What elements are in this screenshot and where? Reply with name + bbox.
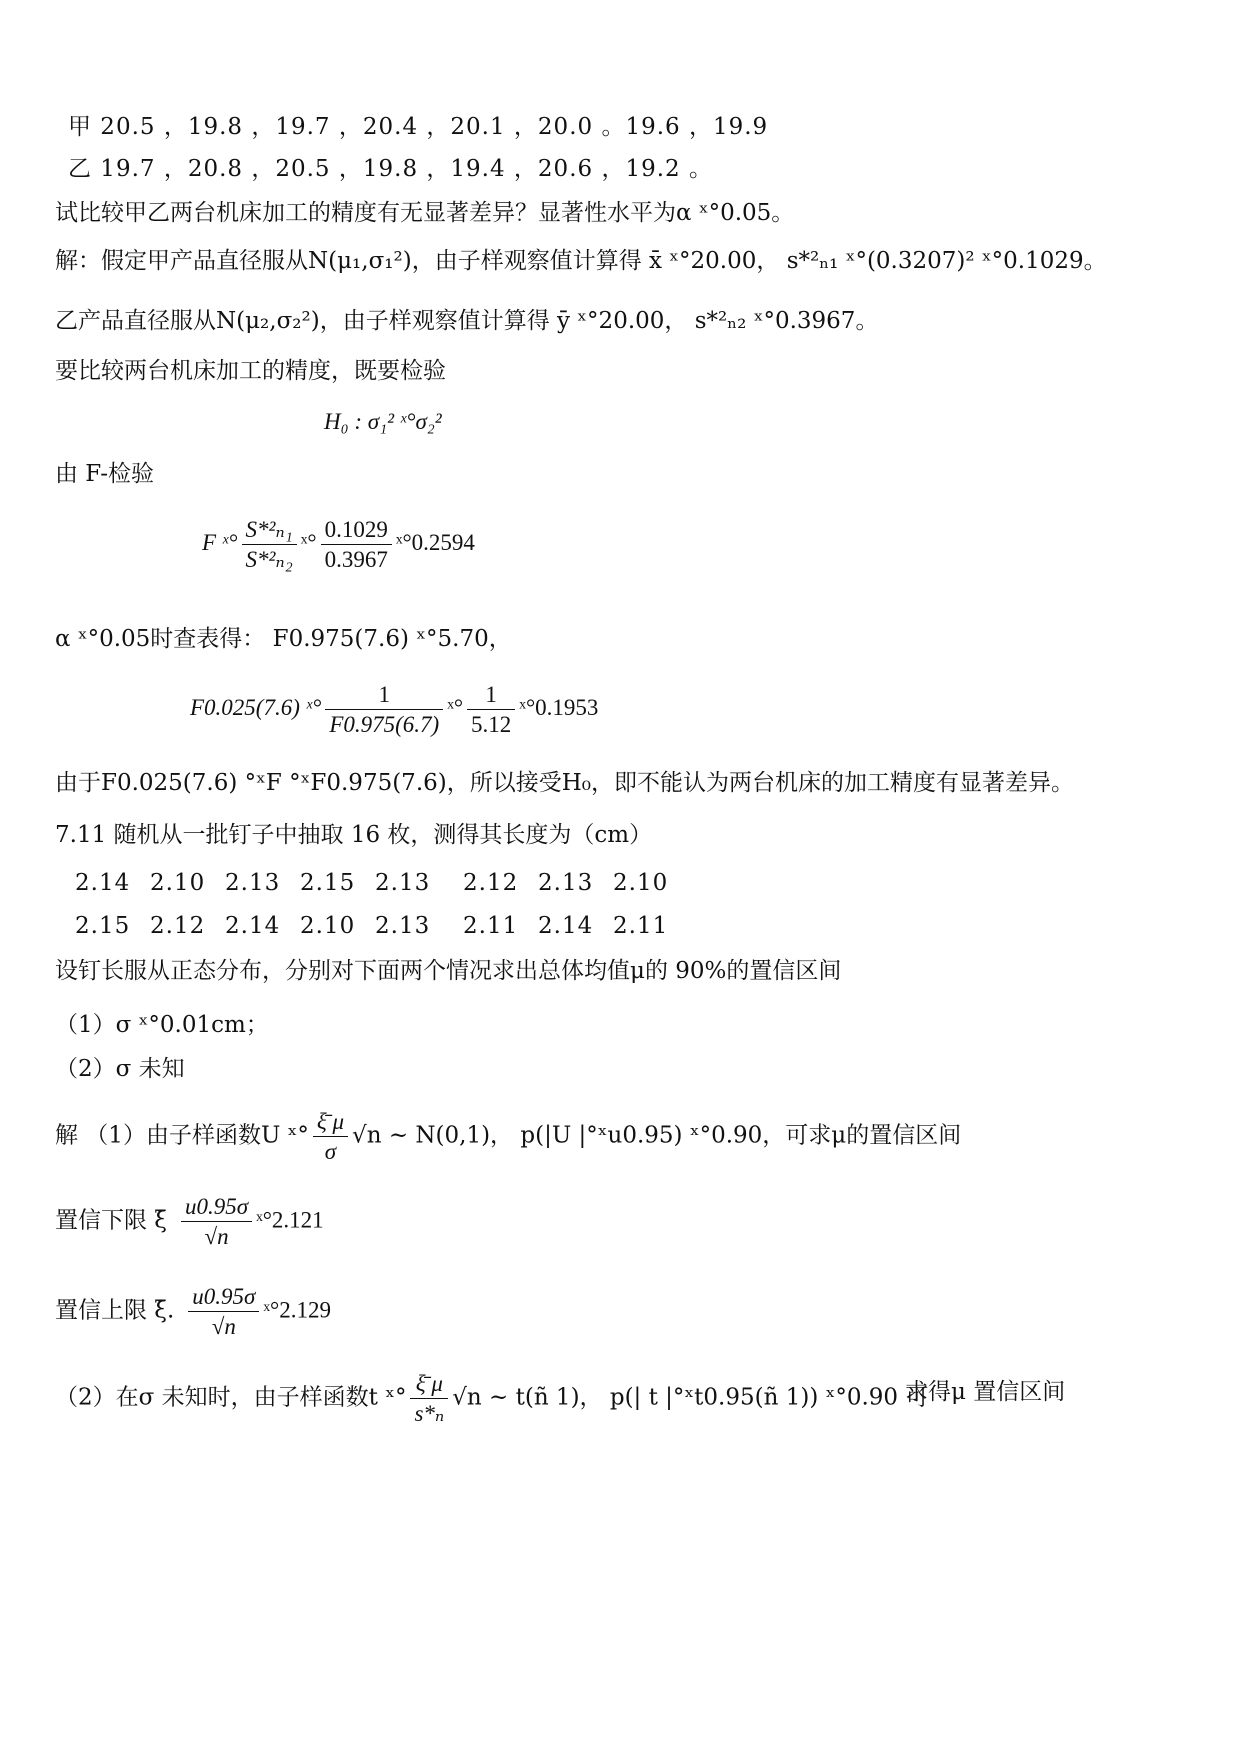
row1-cell: 2.12 bbox=[463, 870, 519, 896]
row2-cell: 2.11 bbox=[463, 913, 519, 939]
upper-num: u0.95σ bbox=[188, 1285, 259, 1312]
f-statistic-formula bbox=[202, 518, 475, 571]
f-result: ˣ°0.2594 bbox=[395, 529, 475, 555]
data-line-jia: 甲 20.5 ，19.8 ，19.7 ，20.4 ，20.1 ，20.0 。19.6 ，19.9 bbox=[68, 114, 769, 140]
f-fraction-numeric bbox=[321, 518, 392, 571]
row2-cell: 2.11 bbox=[613, 913, 669, 939]
need-test-text: 要比较两台机床加工的精度，既要检验 bbox=[55, 358, 446, 384]
assumption-text: 设钉长服从正态分布，分别对下面两个情况求出总体均值μ的 90%的置信区间 bbox=[55, 958, 842, 984]
solution-2-tail: 求得μ 置信区间 bbox=[905, 1379, 1066, 1405]
solution-yi: 乙产品直径服从N(μ₂,σ₂²)，由子样观察值计算得 ȳ ˣ°20.00， s*²ₙ₂ ˣ°0.3967。 bbox=[55, 308, 879, 334]
f-low-fraction bbox=[325, 683, 443, 736]
sol2-suffix: √n ~ t(ñ 1)， p(| t |°ˣt0.95(ñ 1)) ˣ°0.90 可 bbox=[452, 1384, 929, 1411]
data-row-2 bbox=[75, 913, 688, 939]
row2-cell: 2.12 bbox=[150, 913, 206, 939]
row2-cell: 2.13 bbox=[375, 913, 431, 939]
lower-result: ˣ°2.121 bbox=[256, 1207, 324, 1233]
row1-cell: 2.13 bbox=[225, 870, 281, 896]
lower-num: u0.95σ bbox=[181, 1195, 252, 1222]
sol1-num: ξ̄ μ bbox=[313, 1110, 348, 1137]
f-lhs: F ˣ° bbox=[202, 529, 238, 555]
f-low-den2: 5.12 bbox=[471, 712, 512, 737]
solution-2-formula bbox=[55, 1372, 928, 1425]
lower-limit-formula bbox=[55, 1195, 324, 1248]
f-den2: 0.3967 bbox=[324, 547, 388, 572]
f-low-result: ˣ°0.1953 bbox=[519, 694, 599, 720]
table-lookup-text: α ˣ°0.05时查表得： F0.975(7.6) ˣ°5.70， bbox=[55, 626, 512, 652]
sol2-den: s*ₙ bbox=[414, 1401, 445, 1426]
row1-cell: 2.10 bbox=[613, 870, 669, 896]
sol1-fraction bbox=[313, 1110, 348, 1163]
f-low-num2: 1 bbox=[467, 683, 515, 710]
problem-title: 7.11 随机从一批钉子中抽取 16 枚，测得其长度为（cm） bbox=[55, 822, 653, 848]
sol2-fraction bbox=[410, 1372, 448, 1425]
row2-cell: 2.14 bbox=[538, 913, 594, 939]
f-low-den: F0.975(6.7) bbox=[329, 712, 440, 737]
upper-limit-formula bbox=[55, 1285, 331, 1338]
upper-result: ˣ°2.129 bbox=[263, 1297, 331, 1323]
upper-fraction bbox=[188, 1285, 259, 1338]
f-lower-formula bbox=[190, 683, 598, 736]
data-line-yi: 乙 19.7 ，20.8 ，20.5 ，19.8 ，19.4 ，20.6 ，19.2 。 bbox=[68, 156, 713, 182]
question-text: 试比较甲乙两台机床加工的精度有无显著差异？显著性水平为α ˣ°0.05。 bbox=[55, 200, 795, 226]
f-num2: 0.1029 bbox=[321, 518, 392, 545]
solution-jia: 解：假定甲产品直径服从N(μ₁,σ₁²)，由子样观察值计算得 x̄ ˣ°20.00， s*²ₙ₁ ˣ°(0.3207)² ˣ°0.1029。 bbox=[55, 248, 1107, 274]
case-2: （2）σ 未知 bbox=[55, 1056, 185, 1082]
f-num: S*²ₙ₁ bbox=[242, 518, 297, 545]
row1-cell: 2.14 bbox=[75, 870, 131, 896]
row1-cell: 2.15 bbox=[300, 870, 356, 896]
row1-cell: 2.13 bbox=[375, 870, 431, 896]
data-row-1 bbox=[75, 870, 688, 896]
upper-den: √n bbox=[211, 1314, 236, 1339]
conclusion-text: 由于F0.025(7.6) °ˣF °ˣF0.975(7.6)，所以接受H₀，即不能认为两台机床的加工精度有显著差异。 bbox=[55, 770, 1075, 796]
sol1-den: σ bbox=[324, 1139, 337, 1164]
lower-fraction bbox=[181, 1195, 252, 1248]
row2-cell: 2.14 bbox=[225, 913, 281, 939]
hypothesis-formula: H₀ : σ₁² ˣ°σ₂² bbox=[324, 409, 442, 434]
f-den: S*²ₙ₂ bbox=[245, 547, 293, 572]
f-low-num: 1 bbox=[325, 683, 443, 710]
f-test-label: 由 F-检验 bbox=[55, 461, 155, 487]
row2-cell: 2.15 bbox=[75, 913, 131, 939]
sol1-prefix: 解 （1）由子样函数U ˣ° bbox=[55, 1122, 309, 1149]
f-mid: ˣ° bbox=[300, 529, 317, 555]
f-low-fraction-2 bbox=[467, 683, 515, 736]
f-low-mid: ˣ° bbox=[447, 694, 464, 720]
row1-cell: 2.13 bbox=[538, 870, 594, 896]
upper-label: 置信上限 ξ̄. bbox=[55, 1297, 175, 1324]
f-low-lhs: F0.025(7.6) ˣ° bbox=[190, 694, 322, 720]
solution-1-formula bbox=[55, 1110, 961, 1163]
row1-cell: 2.10 bbox=[150, 870, 206, 896]
lower-den: √n bbox=[204, 1224, 229, 1249]
sol2-num: ξ̄ μ bbox=[410, 1372, 448, 1399]
sol1-suffix: √n ~ N(0,1)， p(|U |°ˣu0.95) ˣ°0.90，可求μ的置信区间 bbox=[352, 1122, 962, 1149]
row2-cell: 2.10 bbox=[300, 913, 356, 939]
f-fraction-symbolic bbox=[242, 518, 297, 571]
sol2-prefix: （2）在σ 未知时，由子样函数t ˣ° bbox=[55, 1384, 407, 1411]
lower-label: 置信下限 ξ̄ bbox=[55, 1207, 167, 1234]
case-1: （1）σ ˣ°0.01cm； bbox=[55, 1012, 269, 1038]
